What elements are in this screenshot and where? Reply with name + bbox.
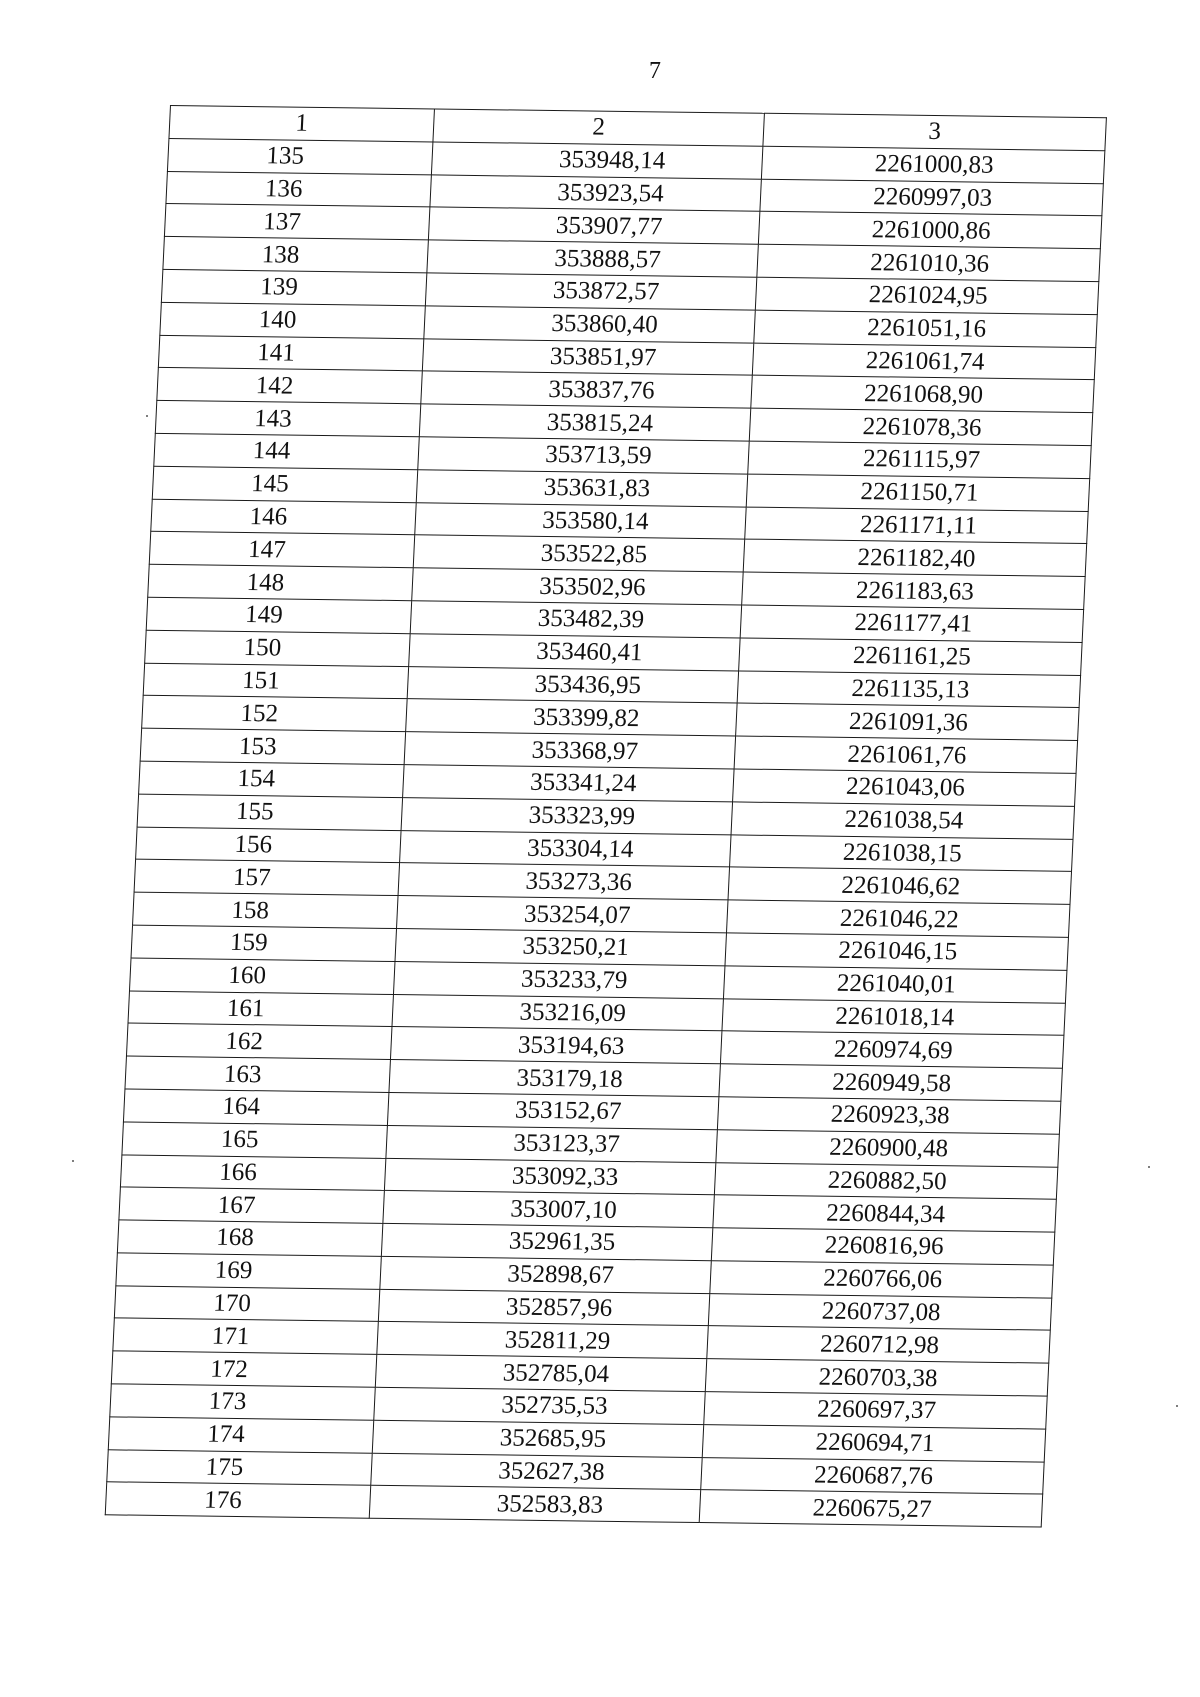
x-coordinate-cell: 353580,14 [415,502,746,539]
scan-speck [146,415,148,417]
x-coordinate-cell: 352961,35 [381,1223,712,1260]
point-number-cell: 140 [160,302,425,338]
point-number-cell: 168 [117,1220,382,1256]
point-number-cell: 145 [152,466,417,502]
column-header-1: 1 [169,106,434,142]
table-body [105,138,1105,1527]
x-coordinate-cell: 353007,10 [383,1191,714,1228]
y-coordinate-cell: 2261068,90 [751,376,1094,413]
y-coordinate-cell: 2261135,13 [737,671,1080,708]
y-coordinate-cell: 2261046,62 [728,867,1071,904]
x-coordinate-cell: 353923,54 [430,175,761,212]
x-coordinate-cell: 353152,67 [387,1092,718,1129]
x-coordinate-cell: 353860,40 [424,306,755,343]
y-coordinate-cell: 2261150,71 [746,474,1089,511]
point-number-cell: 152 [142,696,407,732]
point-number-cell: 165 [122,1122,387,1158]
y-coordinate-cell: 2261183,63 [742,572,1085,609]
y-coordinate-cell: 2261091,36 [736,703,1079,740]
x-coordinate-cell: 353948,14 [431,142,762,179]
point-number-cell: 176 [105,1482,370,1518]
x-coordinate-cell: 353815,24 [419,404,750,441]
page-number: 7 [649,58,661,84]
point-number-cell: 166 [120,1154,385,1190]
point-number-cell: 163 [125,1056,390,1092]
y-coordinate-cell: 2261046,22 [726,900,1069,937]
y-coordinate-cell: 2261061,74 [752,343,1095,380]
point-number-cell: 141 [158,335,423,371]
point-number-cell: 150 [145,630,410,666]
point-number-cell: 160 [130,958,395,994]
point-number-cell: 157 [134,859,399,895]
x-coordinate-cell: 353460,41 [409,633,740,670]
point-number-cell: 175 [107,1449,372,1485]
x-coordinate-cell: 353123,37 [386,1125,717,1162]
point-number-cell: 167 [119,1187,384,1223]
y-coordinate-cell: 2260923,38 [717,1097,1060,1134]
point-number-cell: 143 [155,401,420,437]
x-coordinate-cell: 353502,96 [412,568,743,605]
x-coordinate-cell: 352735,53 [374,1387,705,1424]
y-coordinate-cell: 2261024,95 [755,277,1098,314]
y-coordinate-cell: 2261051,16 [754,310,1097,347]
y-coordinate-cell: 2260900,48 [716,1129,1059,1166]
scan-speck [1176,1405,1178,1407]
point-number-cell: 146 [151,499,416,535]
point-number-cell: 138 [163,237,428,273]
x-coordinate-cell: 352627,38 [371,1453,702,1490]
x-coordinate-cell: 353233,79 [393,961,724,998]
y-coordinate-cell: 2260687,76 [701,1457,1044,1494]
y-coordinate-cell: 2260694,71 [702,1424,1045,1461]
x-coordinate-cell: 353250,21 [395,928,726,965]
y-coordinate-cell: 2261043,06 [733,769,1076,806]
point-number-cell: 173 [110,1384,375,1420]
point-number-cell: 136 [166,171,431,207]
scan-speck [72,1160,74,1162]
y-coordinate-cell: 2261182,40 [743,539,1086,576]
x-coordinate-cell: 352685,95 [372,1420,703,1457]
point-number-cell: 162 [126,1023,391,1059]
x-coordinate-cell: 353713,59 [418,437,749,474]
y-coordinate-cell: 2260844,34 [713,1195,1056,1232]
x-coordinate-cell: 353888,57 [427,240,758,277]
x-coordinate-cell: 353872,57 [425,273,756,310]
point-number-cell: 153 [140,728,405,764]
x-coordinate-cell: 352583,83 [369,1486,700,1523]
x-coordinate-cell: 352785,04 [375,1355,706,1392]
x-coordinate-cell: 353179,18 [389,1060,720,1097]
y-coordinate-cell: 2261177,41 [740,605,1083,642]
x-coordinate-cell: 353341,24 [403,765,734,802]
x-coordinate-cell: 353216,09 [392,994,723,1031]
x-coordinate-cell: 353399,82 [406,699,737,736]
point-number-cell: 142 [157,368,422,404]
x-coordinate-cell: 352811,29 [377,1322,708,1359]
point-number-cell: 149 [146,597,411,633]
x-coordinate-cell: 353304,14 [400,830,731,867]
column-header-2: 2 [433,109,764,146]
x-coordinate-cell: 353368,97 [404,732,735,769]
scan-speck [1148,1166,1150,1168]
x-coordinate-cell: 353851,97 [422,338,753,375]
column-header-3: 3 [763,113,1106,150]
x-coordinate-cell: 353837,76 [421,371,752,408]
x-coordinate-cell: 353907,77 [428,207,759,244]
point-number-cell: 147 [149,532,414,568]
point-number-cell: 135 [167,138,432,174]
y-coordinate-cell: 2260703,38 [705,1359,1048,1396]
x-coordinate-cell: 353254,07 [397,896,728,933]
point-number-cell: 139 [161,269,426,305]
point-number-cell: 172 [111,1351,376,1387]
coordinates-table [105,105,1107,1528]
x-coordinate-cell: 353092,33 [384,1158,715,1195]
y-coordinate-cell: 2260766,06 [710,1261,1053,1298]
point-number-cell: 151 [143,663,408,699]
x-coordinate-cell: 353273,36 [398,863,729,900]
point-number-cell: 156 [136,827,401,863]
point-number-cell: 137 [164,204,429,240]
y-coordinate-cell: 2260675,27 [699,1490,1042,1527]
x-coordinate-cell: 353436,95 [407,666,738,703]
point-number-cell: 158 [133,892,398,928]
y-coordinate-cell: 2261010,36 [757,244,1100,281]
x-coordinate-cell: 353323,99 [401,797,732,834]
y-coordinate-cell: 2260974,69 [720,1031,1063,1068]
x-coordinate-cell: 353194,63 [390,1027,721,1064]
coordinates-table-wrap [105,105,1106,1528]
point-number-cell: 171 [113,1318,378,1354]
y-coordinate-cell: 2260949,58 [719,1064,1062,1101]
y-coordinate-cell: 2261038,15 [730,834,1073,871]
x-coordinate-cell: 353482,39 [410,601,741,638]
y-coordinate-cell: 2260816,96 [711,1228,1054,1265]
point-number-cell: 154 [139,761,404,797]
point-number-cell: 164 [123,1089,388,1125]
y-coordinate-cell: 2261000,83 [761,146,1104,183]
y-coordinate-cell: 2261046,15 [725,933,1068,970]
point-number-cell: 144 [154,433,419,469]
y-coordinate-cell: 2261038,54 [731,802,1074,839]
x-coordinate-cell: 352857,96 [378,1289,709,1326]
point-number-cell: 170 [114,1286,379,1322]
x-coordinate-cell: 352898,67 [380,1256,711,1293]
y-coordinate-cell: 2261061,76 [734,736,1077,773]
x-coordinate-cell: 353631,83 [416,470,747,507]
y-coordinate-cell: 2261000,86 [758,212,1101,249]
y-coordinate-cell: 2260697,37 [704,1392,1047,1429]
y-coordinate-cell: 2261078,36 [749,408,1092,445]
point-number-cell: 148 [148,564,413,600]
y-coordinate-cell: 2260997,03 [760,179,1103,216]
y-coordinate-cell: 2261040,01 [723,966,1066,1003]
point-number-cell: 159 [131,925,396,961]
y-coordinate-cell: 2261115,97 [748,441,1091,478]
point-number-cell: 174 [108,1417,373,1453]
y-coordinate-cell: 2261161,25 [739,638,1082,675]
y-coordinate-cell: 2260712,98 [707,1326,1050,1363]
point-number-cell: 155 [137,794,402,830]
y-coordinate-cell: 2261171,11 [745,507,1088,544]
point-number-cell: 169 [116,1253,381,1289]
x-coordinate-cell: 353522,85 [413,535,744,572]
y-coordinate-cell: 2260882,50 [714,1162,1057,1199]
point-number-cell: 161 [128,991,393,1027]
y-coordinate-cell: 2261018,14 [722,998,1065,1035]
y-coordinate-cell: 2260737,08 [708,1293,1051,1330]
